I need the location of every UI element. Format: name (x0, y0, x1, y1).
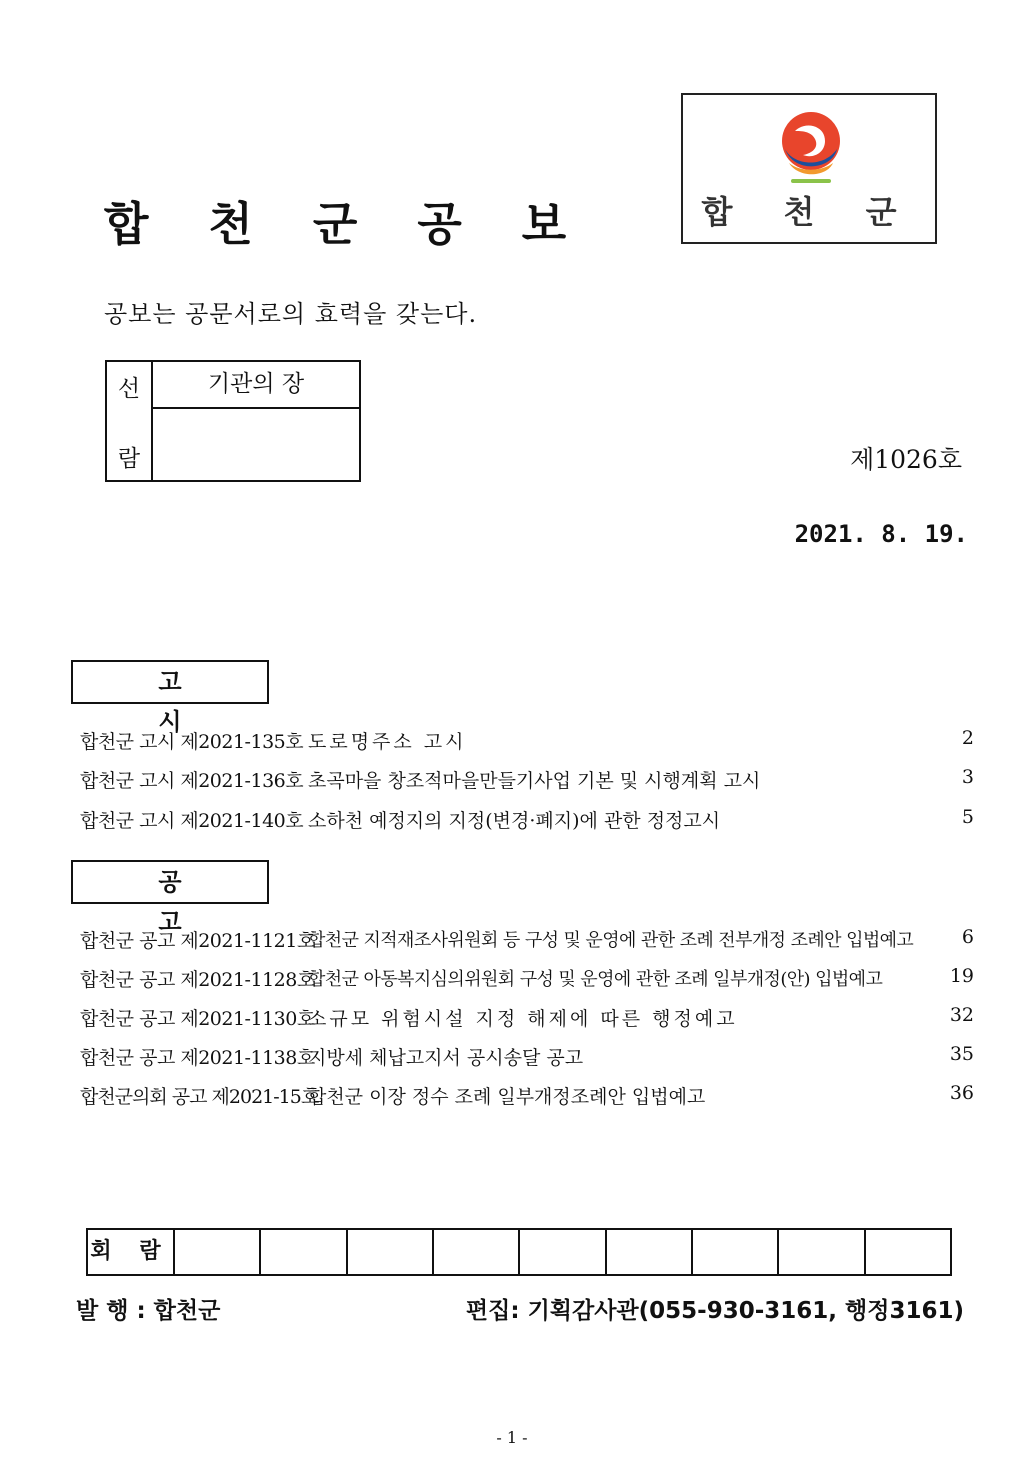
circulation-cell (348, 1230, 434, 1274)
circulation-table (86, 1228, 952, 1276)
notice-desc: 소하천 예정지의 지정(변경·폐지)에 관한 정정고시 (308, 810, 721, 832)
circulation-cell (434, 1230, 520, 1274)
notices-heading: 고 시 (71, 660, 269, 704)
announcement-ref: 합천군 공고 제2021-1130호 (80, 1008, 315, 1030)
announcement-ref: 합천군 공고 제2021-1128호 (80, 969, 315, 991)
circulation-label: 회 람 (88, 1230, 175, 1274)
announcement-page: 36 (949, 1082, 974, 1104)
announcement-row[interactable] (80, 965, 974, 995)
announcement-page: 35 (949, 1043, 974, 1065)
issue-date: 2021. 8. 19. (794, 520, 968, 548)
page-number: - 1 - (496, 1428, 528, 1447)
review-label-bottom: 람 (117, 446, 141, 472)
announcement-ref: 합천군 공고 제2021-1121호 (80, 930, 315, 952)
gazette-subtitle: 공보는 공문서로의 효력을 갖는다. (104, 300, 478, 328)
notice-desc: 초곡마을 창조적마을만들기사업 기본 및 시행계획 고시 (308, 770, 761, 792)
notice-ref: 합천군 고시 제2021-136호 (80, 770, 304, 792)
announcement-page: 6 (961, 926, 974, 948)
circulation-cell (693, 1230, 779, 1274)
announcement-row[interactable] (80, 1043, 974, 1073)
notice-row[interactable] (80, 806, 974, 836)
circulation-cell (520, 1230, 606, 1274)
review-label-column (107, 362, 153, 480)
announcement-ref: 합천군 공고 제2021-1138호 (80, 1047, 315, 1069)
announcement-page: 19 (949, 965, 974, 987)
notice-desc: 도로명주소 고시 (308, 731, 467, 753)
notice-page: 5 (961, 806, 974, 828)
county-logo (681, 93, 937, 244)
announcement-desc: 합천군 지적재조사위원회 등 구성 및 운영에 관한 조례 전부개정 조례안 입법예고 (308, 930, 914, 951)
notice-ref: 합천군 고시 제2021-140호 (80, 810, 304, 832)
notice-ref: 합천군 고시 제2021-135호 (80, 731, 304, 753)
announcement-row[interactable] (80, 926, 974, 956)
announcement-page: 32 (949, 1004, 974, 1026)
issue-number: 제1026호 (850, 445, 962, 474)
circulation-cell (607, 1230, 693, 1274)
publisher: 발 행 : 합천군 (76, 1298, 221, 1324)
announcement-desc: 지방세 체납고지서 공시송달 공고 (308, 1047, 584, 1069)
notice-page: 2 (961, 727, 974, 749)
notice-row[interactable] (80, 766, 974, 796)
announcement-desc: 합천군 이장 정수 조례 일부개정조례안 입법예고 (308, 1086, 706, 1108)
announcement-desc: 합천군 아동복지심의위원회 구성 및 운영에 관한 조례 일부개정(안) 입법예고 (308, 969, 883, 990)
notice-row[interactable] (80, 727, 974, 757)
circulation-cell (261, 1230, 347, 1274)
review-table (105, 360, 361, 482)
gazette-title: 합 천 군 공 보 (104, 197, 589, 251)
announcement-desc: 소규모 위험시설 지정 해제에 따른 행정예고 (308, 1008, 738, 1030)
notice-page: 3 (961, 766, 974, 788)
announcement-row[interactable] (80, 1004, 974, 1034)
review-header-cell: 기관의 장 (153, 362, 359, 409)
circulation-cell (175, 1230, 261, 1274)
circulation-cell (866, 1230, 950, 1274)
announcement-row[interactable] (80, 1082, 974, 1112)
announcements-heading: 공 고 (71, 860, 269, 904)
circulation-cell (779, 1230, 865, 1274)
editor-contact: 편집: 기획감사관(055-930-3161, 행정3161) (465, 1298, 964, 1324)
review-label-top: 선 (117, 376, 141, 402)
announcement-ref: 합천군의회 공고 제2021-15호 (80, 1086, 319, 1108)
logo-text: 합 천 군 (701, 193, 917, 231)
county-emblem-icon (775, 109, 847, 189)
